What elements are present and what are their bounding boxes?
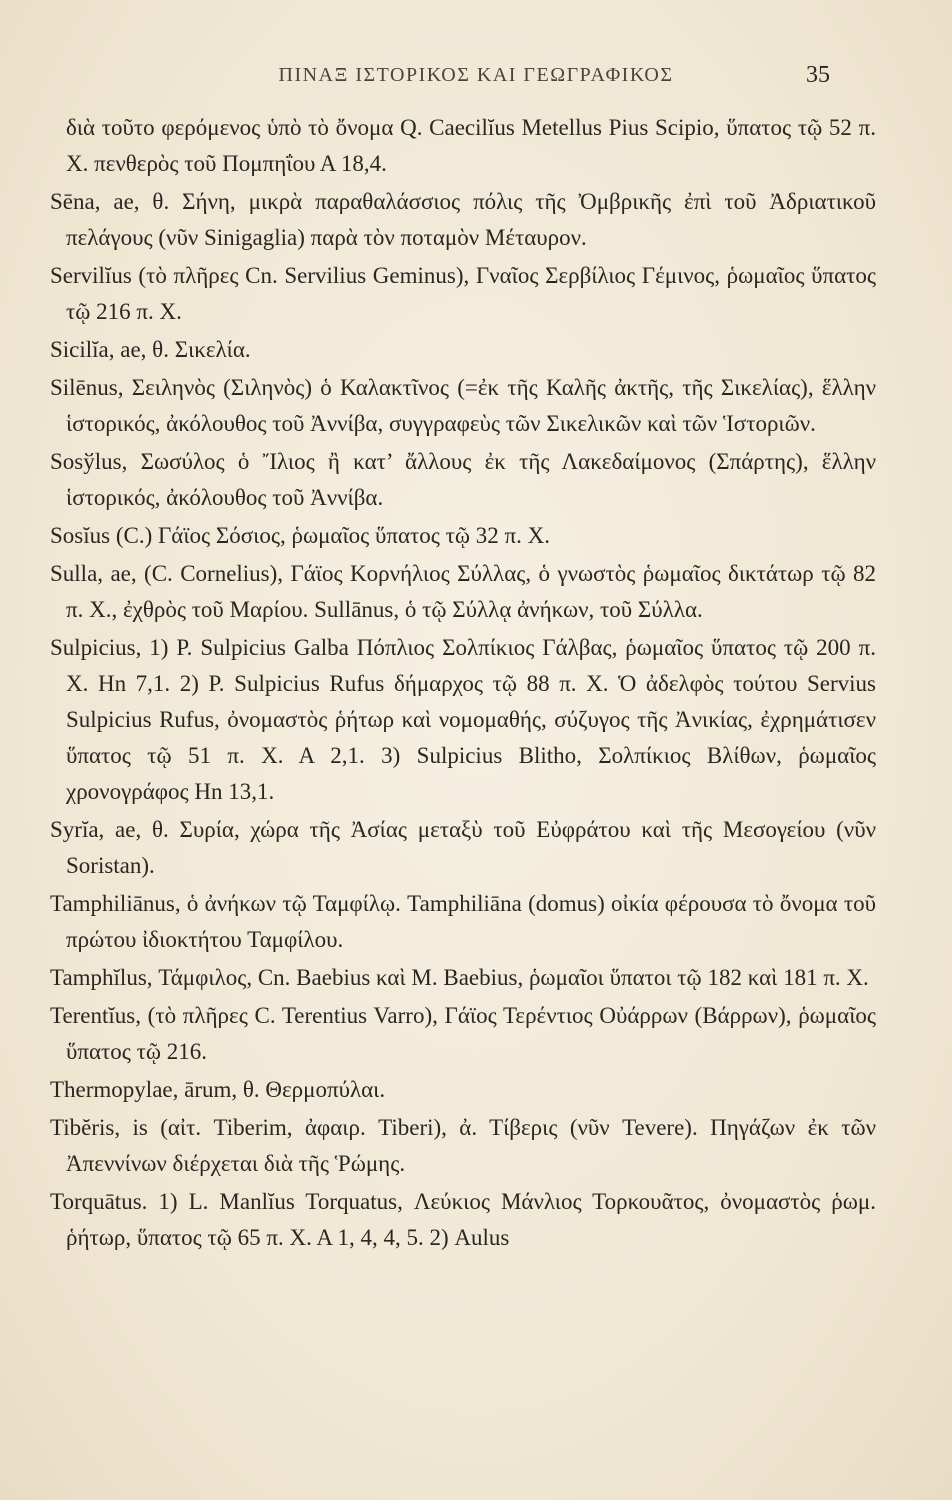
page-header bbox=[0, 62, 952, 92]
index-entry: Torquātus. 1) L. Manlĭus Torquatus, Λεύκιος Μάνλιος Τορκουᾶτος, ὀνομαστὸς ῥωμ. ῥήτωρ, ὕπατος τῷ 65 π. Χ. Α 1, 4, 4, 5. 2) Aulus bbox=[50, 1189, 876, 1250]
index-entry: Tamphĭlus, Τάμφιλος, Cn. Baebius καὶ M. Baebius, ῥωμαῖοι ὕπατοι τῷ 182 καὶ 181 π. Χ. bbox=[50, 965, 869, 990]
running-head: ΠΙΝΑΞ ΙΣΤΟΡΙΚΟΣ ΚΑΙ ΓΕΩΓΡΑΦΙΚΟΣ bbox=[278, 64, 674, 86]
index-entry: Sulpicius, 1) P. Sulpicius Galba Πόπλιος Σολπίκιος Γάλβας, ῥωμαῖος ὕπατος τῷ 200 π. Χ. Hn 7,1. 2) P. Sulpicius Rufus δήμαρχος τῷ 88 π. Χ. Ὁ ἀδελφὸς τούτου Servius Sulpicius Rufus, ὀνομαστὸς ῥήτωρ καὶ νομομαθής, σύζυγος τῆς Ἀνικίας, ἐχρημάτισεν ὕπατος τῷ 51 π. Χ. Α 2,1. 3) Sulpicius Blitho, Σολπίκιος Βλίθων, ῥωμαῖος χρονογράφος Hn 13,1. bbox=[50, 635, 876, 804]
page-number: 35 bbox=[806, 62, 830, 88]
index-entry: Syrĭa, ae, θ. Συρία, χώρα τῆς Ἀσίας μεταξὺ τοῦ Εὐφράτου καὶ τῆς Μεσογείου (νῦν Soristan). bbox=[50, 817, 876, 878]
index-entry: Tibĕris, is (αἰτ. Tiberim, ἀφαιρ. Tiberi), ἀ. Τίβερις (νῦν Tevere). Πηγάζων ἐκ τῶν Ἀπεννίνων διέρχεται διὰ τῆς Ῥώμης. bbox=[50, 1115, 876, 1176]
index-entry: Sicilĭa, ae, θ. Σικελία. bbox=[50, 337, 251, 362]
index-entry: Sulla, ae, (C. Cornelius), Γάϊος Κορνήλιος Σύλλας, ὁ γνωστὸς ῥωμαῖος δικτάτωρ τῷ 82 π. Χ., ἐχθρὸς τοῦ Μαρίου. Sullānus, ὁ τῷ Σύλλᾳ ἀνήκων, τοῦ Σύλλα. bbox=[50, 561, 876, 622]
index-entry: Sosĭus (C.) Γάϊος Σόσιος, ῥωμαῖος ὕπατος τῷ 32 π. Χ. bbox=[50, 523, 551, 548]
index-entry: Tamphiliānus, ὁ ἀνήκων τῷ Ταμφίλῳ. Tamphiliāna (domus) οἰκία φέρουσα τὸ ὄνομα τοῦ πρώτου ἰδιοκτήτου Ταμφίλου. bbox=[50, 891, 876, 952]
index-entry: Sēna, ae, θ. Σήνη, μικρὰ παραθαλάσσιος πόλις τῆς Ὀμβρικῆς ἐπὶ τοῦ Ἀδριατικοῦ πελάγους (νῦν Sinigaglia) παρὰ τὸν ποταμὸν Μέταυρον. bbox=[50, 189, 876, 250]
index-entry: διὰ τοῦτο φερόμενος ὑπὸ τὸ ὄνομα Q. Caecilĭus Metellus Pius Scipio, ὕπατος τῷ 52 π. Χ. πενθερὸς τοῦ Πομπηΐου Α 18,4. bbox=[66, 115, 876, 176]
index-entry: Sosўlus, Σωσύλος ὁ Ἴλιος ἢ κατ’ ἄλλους ἐκ τῆς Λακεδαίμονος (Σπάρτης), ἕλλην ἱστορικός, ἀκόλουθος τοῦ Ἀννίβα. bbox=[50, 449, 876, 510]
index-entry: Thermopylae, ārum, θ. Θερμοπύλαι. bbox=[50, 1077, 386, 1102]
index-entry: Silēnus, Σειληνὸς (Σιληνὸς) ὁ Καλακτῖνος (=ἐκ τῆς Καλῆς ἀκτῆς, τῆς Σικελίας), ἕλλην ἱστορικός, ἀκόλουθος τοῦ Ἀννίβα, συγγραφεὺς τῶν Σικελικῶν καὶ τῶν Ἱστοριῶν. bbox=[50, 375, 876, 436]
index-entry: Terentĭus, (τὸ πλῆρες C. Terentius Varro), Γάϊος Τερέντιος Οὐάρρων (Βάρρων), ῥωμαῖος ὕπατος τῷ 216. bbox=[50, 1003, 876, 1064]
index-entry: Servilĭus (τὸ πλῆρες Cn. Servilius Geminus), Γναῖος Σερβίλιος Γέμινος, ῥωμαῖος ὕπατος τῷ 216 π. Χ. bbox=[50, 263, 876, 324]
index-entries bbox=[20, 110, 876, 1256]
